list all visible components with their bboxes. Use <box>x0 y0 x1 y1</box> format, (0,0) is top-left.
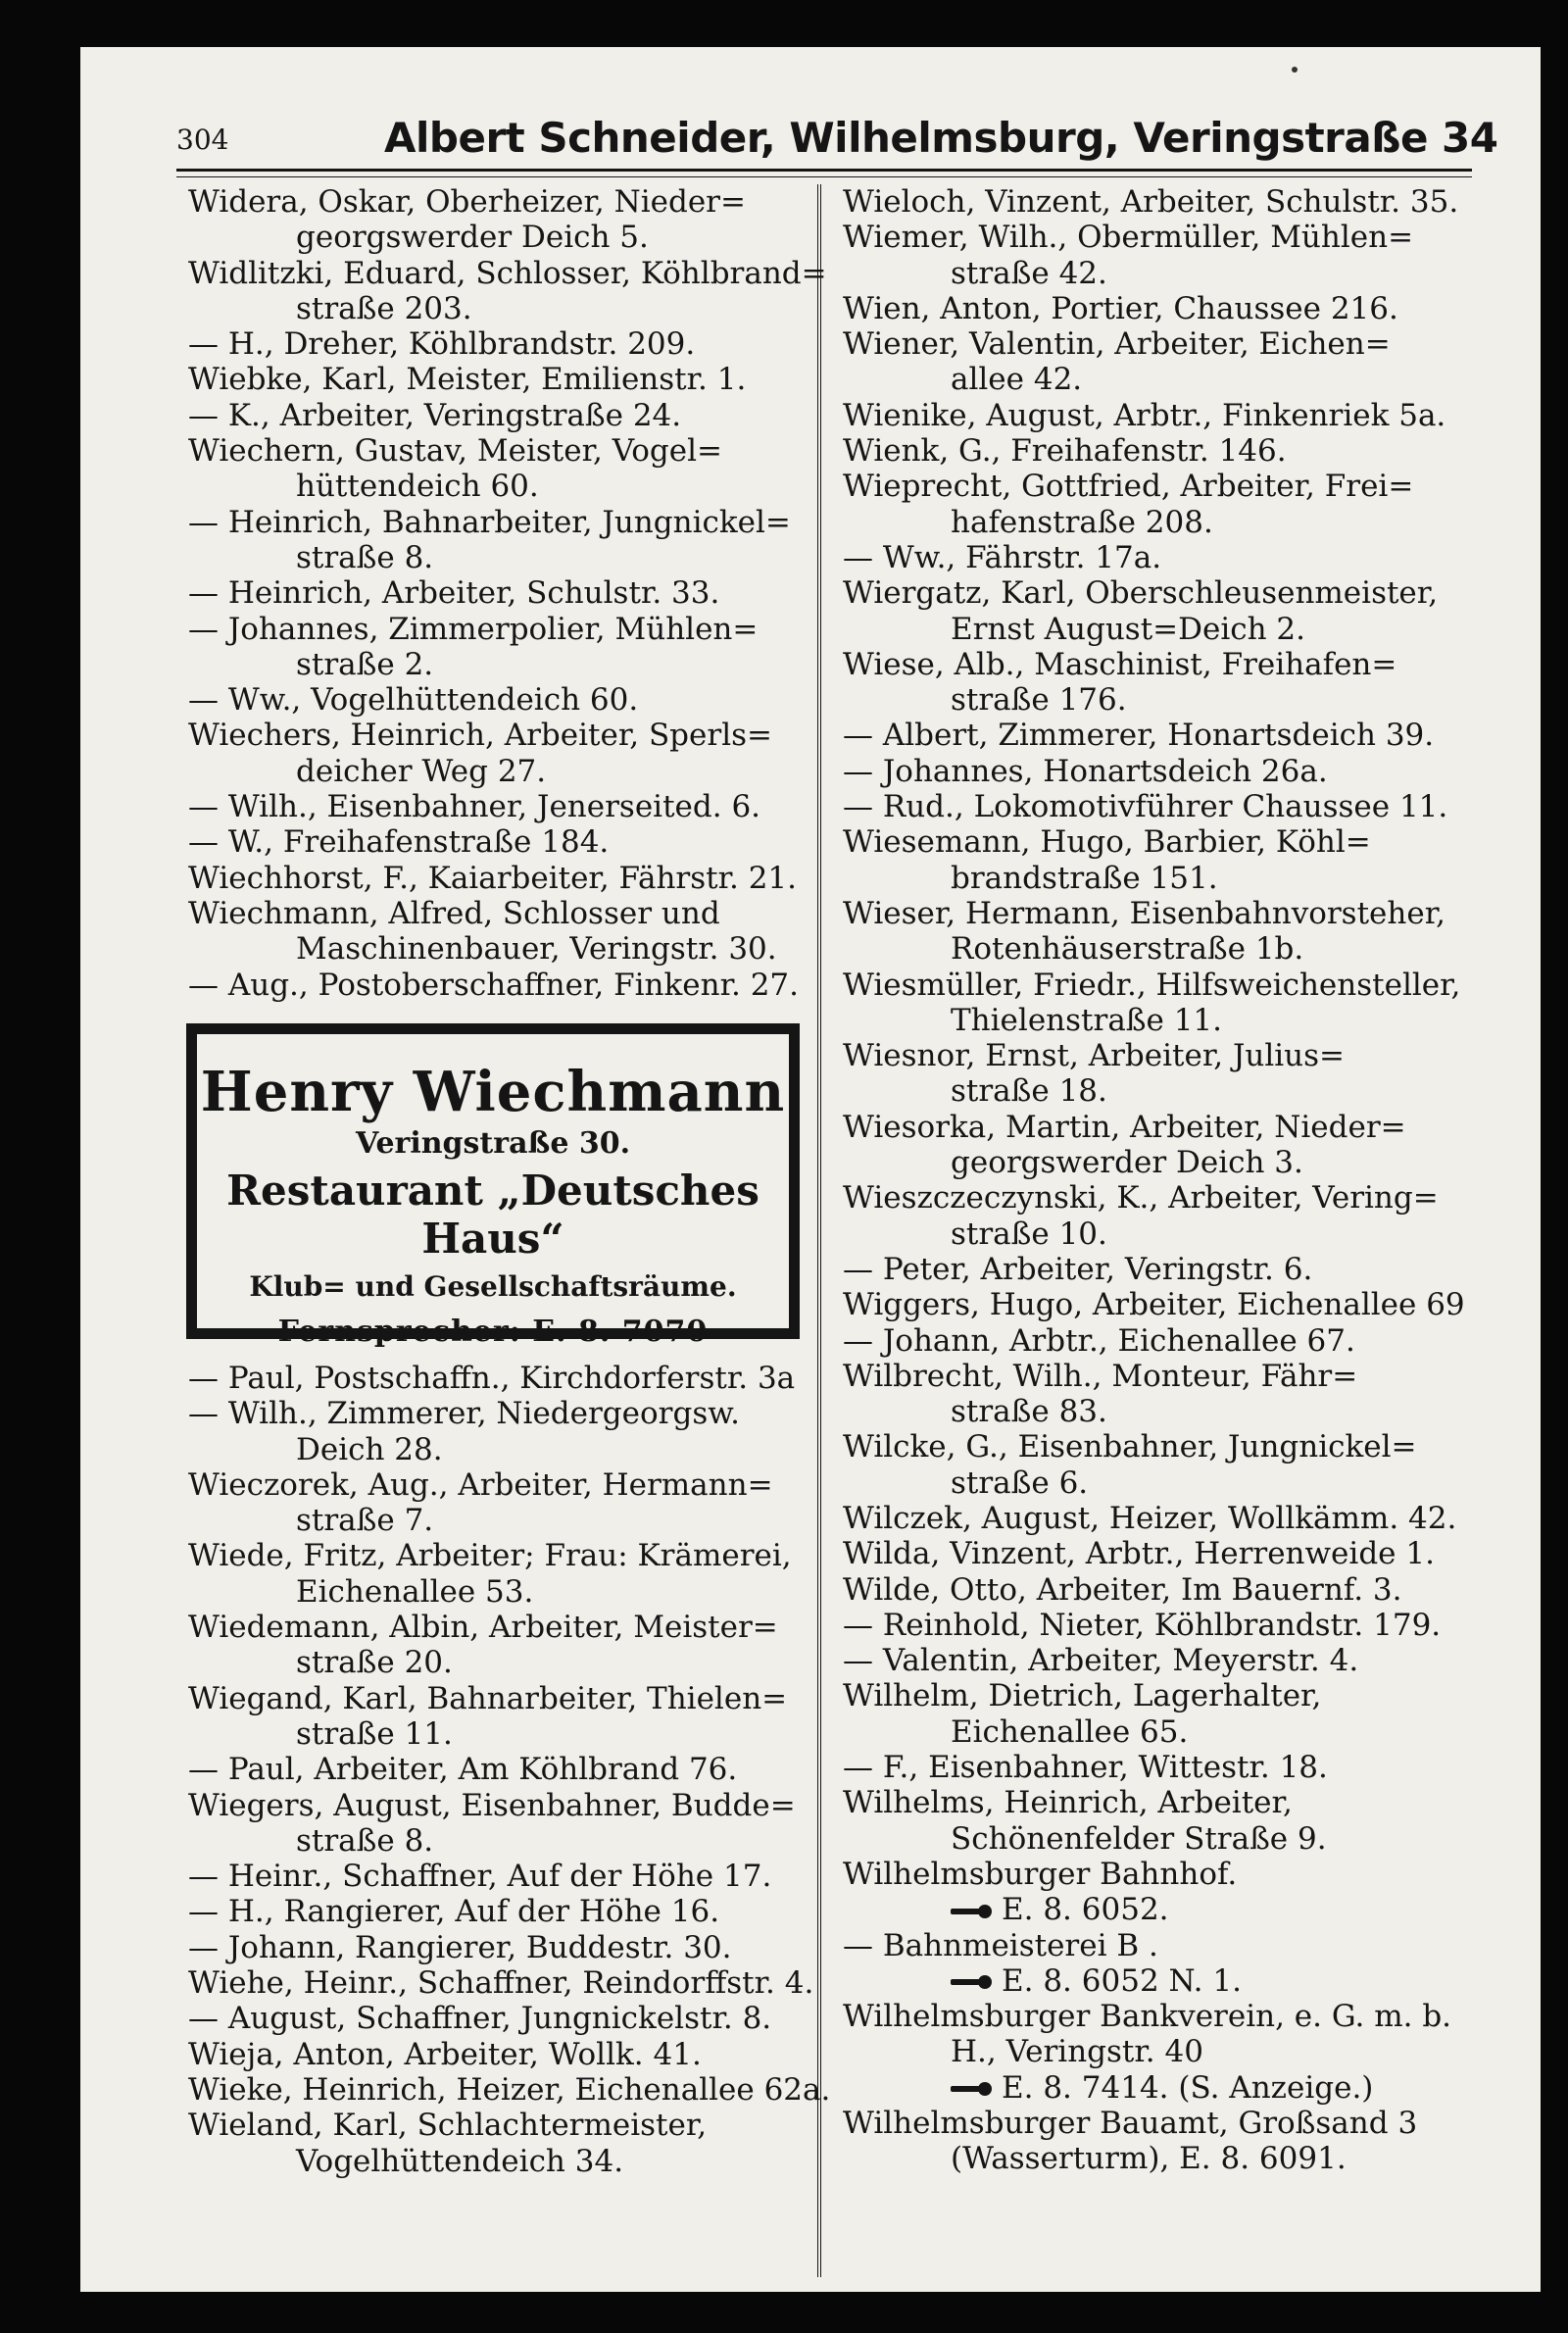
directory-entry-line <box>188 1610 806 1645</box>
entry-text: Maschinenbauer, Veringstr. 30. <box>296 931 777 968</box>
directory-entry-line <box>843 896 1509 931</box>
directory-entry-line <box>843 754 1509 789</box>
entry-text: Rotenhäuserstraße 1b. <box>951 931 1304 968</box>
directory-entry-line <box>188 931 806 967</box>
entry-text: Wilhelmsburger Bauamt, Großsand 3 <box>843 2106 1418 2142</box>
entry-text: straße 8. <box>296 539 434 575</box>
directory-entry-line <box>843 1643 1509 1678</box>
entry-text: Vogelhüttendeich 34. <box>296 2143 624 2179</box>
directory-entry-line <box>843 2034 1509 2069</box>
directory-entry-line <box>843 1857 1509 1892</box>
directory-entry-line <box>188 718 806 753</box>
directory-entry-line <box>188 505 806 540</box>
entry-text: Ernst August=Deich 2. <box>951 611 1306 647</box>
entry-text: georgswerder Deich 3. <box>951 1145 1303 1181</box>
directory-entry-line <box>843 1323 1509 1359</box>
entry-text: straße 10. <box>951 1216 1107 1252</box>
directory-entry-line <box>843 220 1509 255</box>
entry-text: hafenstraße 208. <box>951 504 1213 540</box>
entry-text: Wiese, Alb., Maschinist, Freihafen= <box>843 646 1397 682</box>
entry-text: — Rud., Lokomotivführer Chaussee 11. <box>843 789 1448 825</box>
directory-entry-line <box>843 469 1509 504</box>
directory-entry-line <box>843 1536 1509 1571</box>
entry-text: Wiede, Fritz, Arbeiter; Frau: Krämerei, <box>188 1538 792 1574</box>
directory-entry-line <box>843 1429 1509 1464</box>
directory-entry-line <box>188 469 806 504</box>
entry-text: — Albert, Zimmerer, Honartsdeich 39. <box>843 718 1435 754</box>
entry-text: Wilhelmsburger Bankverein, e. G. m. b. <box>843 1999 1452 2035</box>
directory-entry-line <box>843 1287 1509 1322</box>
entry-text: Wieja, Anton, Arbeiter, Wollk. 41. <box>188 2036 702 2072</box>
directory-entry-line <box>843 1678 1509 1713</box>
telephone-key-icon <box>951 1905 994 1918</box>
directory-entry-line <box>188 1752 806 1787</box>
entry-text: — Paul, Postschaffn., Kirchdorferstr. 3a <box>188 1361 796 1396</box>
directory-entry-line <box>188 861 806 896</box>
directory-entry-line <box>188 2071 831 2108</box>
directory-entry-line <box>843 789 1509 824</box>
directory-entry-line <box>188 2108 806 2143</box>
directory-entry-line <box>188 540 806 575</box>
column-divider <box>817 184 821 2277</box>
running-head: Albert Schneider, Wilhelmsburg, Veringstraße 34 <box>384 114 1498 162</box>
directory-entry-line <box>188 2001 806 2036</box>
header-rule-thin <box>176 176 1472 177</box>
entry-text: — Johannes, Honartsdeich 26a. <box>843 753 1328 789</box>
directory-entry-line <box>188 1467 806 1503</box>
entry-text: — August, Schaffner, Jungnickelstr. 8. <box>188 2001 772 2037</box>
directory-entry-line <box>843 1110 1509 1145</box>
entry-text: — Reinhold, Nieter, Köhlbrandstr. 179. <box>843 1607 1442 1643</box>
entry-text: — F., Eisenbahner, Wittestr. 18. <box>843 1750 1328 1786</box>
entry-text: straße 11. <box>296 1715 453 1752</box>
directory-entry-line <box>188 575 806 611</box>
entry-text: (Wasserturm), E. 8. 6091. <box>951 2141 1347 2177</box>
directory-entry-line <box>843 1928 1509 1963</box>
right-column <box>843 184 1509 2177</box>
entry-text: Wiesemann, Hugo, Barbier, Köhl= <box>843 824 1371 861</box>
entry-text: Wilczek, August, Heizer, Wollkämm. 42. <box>843 1500 1457 1536</box>
directory-entry-line <box>843 1785 1509 1820</box>
entry-text: Wiechmann, Alfred, Schlosser und <box>188 895 720 931</box>
entry-text: Thielenstraße 11. <box>951 1002 1223 1038</box>
entry-text: Wiechhorst, F., Kaiarbeiter, Fährstr. 21. <box>188 860 798 896</box>
directory-entry-line <box>843 1572 1509 1608</box>
entry-text: Widlitzki, Eduard, Schlosser, Köhlbrand= <box>188 255 827 291</box>
directory-entry-line <box>843 1073 1509 1109</box>
entry-text: straße 6. <box>951 1464 1089 1501</box>
directory-entry-line <box>188 362 806 397</box>
directory-entry-line <box>843 1216 1509 1252</box>
left-column-top <box>188 184 827 1003</box>
directory-entry-line <box>843 1999 1509 2034</box>
entry-text: Wiergatz, Karl, Oberschleusenmeister, <box>843 575 1439 612</box>
entry-text: Wiemer, Wilh., Obermüller, Mühlen= <box>843 220 1414 256</box>
directory-entry-line <box>843 1963 1509 1999</box>
directory-entry-line <box>188 1716 806 1752</box>
entry-text: Wiesnor, Ernst, Arbeiter, Julius= <box>843 1038 1346 1074</box>
directory-entry-line <box>188 2037 806 2072</box>
entry-text: Widera, Oskar, Oberheizer, Nieder= <box>188 184 746 220</box>
entry-text: allee 42. <box>951 362 1083 398</box>
directory-entry-line <box>843 861 1509 896</box>
entry-text: straße 18. <box>951 1073 1107 1110</box>
entry-text: Wiener, Valentin, Arbeiter, Eichen= <box>843 326 1391 363</box>
entry-text: — Ww., Vogelhüttendeich 60. <box>188 682 639 719</box>
entry-text: Wiesmüller, Friedr., Hilfsweichensteller, <box>843 967 1461 1003</box>
directory-entry-line <box>843 682 1509 718</box>
entry-text: Wilde, Otto, Arbeiter, Im Bauernf. 3. <box>843 1571 1402 1608</box>
directory-entry-line <box>843 1714 1509 1750</box>
directory-entry-line <box>843 1359 1509 1394</box>
directory-entry-line <box>843 326 1509 362</box>
directory-entry-line <box>843 1145 1509 1180</box>
entry-text: georgswerder Deich 5. <box>296 220 649 256</box>
entry-text: straße 20. <box>296 1645 453 1681</box>
entry-text: — Valentin, Arbeiter, Meyerstr. 4. <box>843 1643 1359 1679</box>
entry-text: — Heinrich, Bahnarbeiter, Jungnickel= <box>188 504 791 540</box>
directory-entry-line <box>843 612 1509 647</box>
entry-text: straße 2. <box>296 646 434 682</box>
directory-entry-line <box>188 1859 806 1894</box>
directory-entry-line <box>843 256 1509 291</box>
directory-entry-line <box>843 291 1509 326</box>
entry-text: deicher Weg 27. <box>296 753 547 789</box>
directory-entry-line <box>188 1503 806 1538</box>
entry-text: — Heinr., Schaffner, Auf der Höhe 17. <box>188 1859 772 1895</box>
directory-entry-line <box>188 1930 806 1965</box>
entry-text: straße 42. <box>951 255 1107 291</box>
advertisement-box <box>186 1023 800 1349</box>
telephone-key-icon <box>951 1975 994 1989</box>
entry-text: Wilcke, G., Eisenbahner, Jungnickel= <box>843 1429 1417 1465</box>
entry-text: Wienike, August, Arbtr., Finkenriek 5a. <box>843 397 1446 433</box>
entry-text: Wien, Anton, Portier, Chaussee 216. <box>843 290 1398 326</box>
directory-entry-line <box>843 824 1509 860</box>
entry-text: hüttendeich 60. <box>296 469 539 505</box>
directory-entry-line <box>188 220 806 255</box>
entry-text: — H., Dreher, Köhlbrandstr. 209. <box>188 326 696 363</box>
entry-text: straße 203. <box>296 290 472 326</box>
entry-text: — Johannes, Zimmerpolier, Mühlen= <box>188 611 759 647</box>
entry-text: — Wilh., Zimmerer, Niedergeorgsw. <box>188 1396 740 1432</box>
entry-text: Eichenallee 53. <box>296 1573 534 1610</box>
entry-text: Wiegand, Karl, Bahnarbeiter, Thielen= <box>188 1680 788 1716</box>
directory-entry-line <box>843 718 1509 753</box>
directory-entry-line <box>188 255 827 291</box>
entry-text: — H., Rangierer, Auf der Höhe 16. <box>188 1894 720 1930</box>
entry-text: — W., Freihafenstraße 184. <box>188 824 610 861</box>
directory-entry-line <box>188 291 806 326</box>
directory-entry-line <box>843 505 1509 540</box>
directory-entry-line <box>843 2141 1509 2176</box>
entry-text: — Johann, Rangierer, Buddestr. 30. <box>188 1929 732 1965</box>
ad-name: Henry Wiechmann <box>200 1060 786 1124</box>
entry-text: Wieprecht, Gottfried, Arbeiter, Frei= <box>843 469 1414 505</box>
ad-street: Veringstraße 30. <box>355 1126 631 1161</box>
entry-text: Wilhelm, Dietrich, Lagerhalter, <box>843 1678 1322 1714</box>
directory-entry-line <box>843 931 1509 967</box>
directory-entry-line <box>843 2106 1509 2141</box>
entry-text: — Bahnmeisterei B . <box>843 1927 1158 1963</box>
entry-text: Wieland, Karl, Schlachtermeister, <box>188 2108 708 2144</box>
directory-entry-line <box>843 1501 1509 1536</box>
entry-text: Wieczorek, Aug., Arbeiter, Hermann= <box>188 1466 773 1503</box>
entry-text: Wilbrecht, Wilh., Monteur, Fähr= <box>843 1358 1358 1394</box>
entry-text: E. 8. 6052. <box>1002 1892 1169 1928</box>
entry-text: straße 7. <box>296 1503 434 1539</box>
directory-entry-line <box>843 1394 1509 1429</box>
directory-entry-line <box>188 1645 806 1680</box>
print-speck <box>1292 67 1298 73</box>
directory-entry-line <box>843 1003 1509 1038</box>
page-number: 304 <box>176 124 229 156</box>
directory-entry-line <box>843 1180 1509 1216</box>
entry-text: — Paul, Arbeiter, Am Köhlbrand 76. <box>188 1752 738 1788</box>
directory-entry-line <box>843 2070 1509 2106</box>
entry-text: — Ww., Fährstr. 17a. <box>843 539 1162 575</box>
entry-text: — Aug., Postoberschaffner, Finkenr. 27. <box>188 967 799 1003</box>
ad-phone: — Fernsprecher: E. 8. 7070 — <box>236 1315 750 1349</box>
entry-text: Wiedemann, Albin, Arbeiter, Meister= <box>188 1610 778 1646</box>
directory-entry-line <box>843 1465 1509 1501</box>
entry-text: Wiggers, Hugo, Arbeiter, Eichenallee 69 <box>843 1287 1465 1323</box>
entry-text: Wieszczeczynski, K., Arbeiter, Vering= <box>843 1180 1439 1216</box>
ad-restaurant: Restaurant „Deutsches Haus“ <box>226 1166 760 1263</box>
entry-text: Wilda, Vinzent, Arbtr., Herrenweide 1. <box>843 1536 1435 1572</box>
entry-text: — Heinrich, Arbeiter, Schulstr. 33. <box>188 575 720 612</box>
page-header <box>80 114 1541 182</box>
entry-text: Wiesorka, Martin, Arbeiter, Nieder= <box>843 1109 1406 1145</box>
directory-entry-line <box>188 789 806 824</box>
directory-entry-line <box>188 1396 806 1431</box>
directory-entry-line <box>843 1892 1509 1927</box>
directory-entry-line <box>188 1894 806 1929</box>
entry-text: Wiehe, Heinr., Schaffner, Reindorffstr. 4. <box>188 1965 814 2002</box>
directory-entry-line <box>843 1252 1509 1287</box>
directory-entry-line <box>188 1823 806 1859</box>
directory-entry-line <box>188 433 806 469</box>
directory-page <box>80 47 1541 2292</box>
directory-entry-line <box>188 1965 814 2002</box>
entry-text: Wieke, Heinrich, Heizer, Eichenallee 62a. <box>188 2071 831 2108</box>
directory-entry-line <box>188 184 806 220</box>
entry-text: Wiechers, Heinrich, Arbeiter, Sperls= <box>188 718 772 754</box>
entry-text: Wieser, Hermann, Eisenbahnvorsteher, <box>843 895 1446 931</box>
entry-text: — K., Arbeiter, Veringstraße 24. <box>188 397 682 433</box>
directory-entry-line <box>188 1361 806 1396</box>
directory-entry-line <box>188 398 806 433</box>
directory-entry-line <box>843 1750 1509 1785</box>
entry-text: — Wilh., Eisenbahner, Jenerseited. 6. <box>188 789 761 825</box>
directory-entry-line <box>843 184 1509 220</box>
entry-text: E. 8. 7414. (S. Anzeige.) <box>1002 2069 1374 2106</box>
directory-entry-line <box>843 575 1509 611</box>
entry-text: straße 8. <box>296 1822 434 1859</box>
directory-entry-line <box>843 540 1509 575</box>
entry-text: Deich 28. <box>296 1431 443 1467</box>
telephone-key-icon <box>951 2082 994 2096</box>
entry-text: Wiegers, August, Eisenbahner, Budde= <box>188 1787 796 1823</box>
entry-text: Wilhelmsburger Bahnhof. <box>843 1856 1238 1892</box>
directory-entry-line <box>843 433 1509 469</box>
entry-text: — Johann, Arbtr., Eichenallee 67. <box>843 1322 1355 1359</box>
ad-rooms: Klub= und Gesellschaftsräume. <box>249 1270 737 1303</box>
directory-entry-line <box>188 1432 806 1467</box>
directory-entry-line <box>843 1608 1509 1643</box>
left-column-bottom <box>188 1361 831 2179</box>
entry-text: Eichenallee 65. <box>951 1713 1189 1750</box>
entry-text: — Peter, Arbeiter, Veringstr. 6. <box>843 1251 1313 1287</box>
directory-entry-line <box>188 1681 806 1716</box>
entry-text: H., Veringstr. 40 <box>951 2034 1203 2070</box>
entry-text: Wieloch, Vinzent, Arbeiter, Schulstr. 35. <box>843 184 1459 220</box>
directory-entry-line <box>188 682 806 718</box>
header-rule-thick <box>176 169 1472 172</box>
directory-entry-line <box>843 968 1509 1003</box>
entry-text: E. 8. 6052 N. 1. <box>1002 1962 1242 1999</box>
directory-entry-line <box>843 362 1509 397</box>
entry-text: straße 83. <box>951 1394 1107 1430</box>
entry-text: Wiechern, Gustav, Meister, Vogel= <box>188 433 722 470</box>
entry-text: Schönenfelder Straße 9. <box>951 1820 1327 1857</box>
directory-entry-line <box>843 647 1509 682</box>
directory-entry-line <box>188 896 806 931</box>
directory-entry-line <box>188 647 806 682</box>
directory-entry-line <box>188 326 806 362</box>
directory-entry-line <box>188 2144 806 2179</box>
directory-entry-line <box>188 612 806 647</box>
entry-text: Wienk, G., Freihafenstr. 146. <box>843 433 1287 470</box>
directory-entry-line <box>843 1038 1509 1073</box>
directory-entry-line <box>188 824 806 860</box>
entry-text: Wiebke, Karl, Meister, Emilienstr. 1. <box>188 362 747 398</box>
entry-text: Wilhelms, Heinrich, Arbeiter, <box>843 1785 1293 1821</box>
directory-entry-line <box>188 1574 806 1610</box>
directory-entry-line <box>188 968 806 1003</box>
directory-entry-line <box>843 1821 1509 1857</box>
directory-entry-line <box>188 1538 806 1573</box>
directory-entry-line <box>188 754 806 789</box>
entry-text: straße 176. <box>951 682 1127 719</box>
directory-entry-line <box>843 398 1509 433</box>
entry-text: brandstraße 151. <box>951 860 1218 896</box>
directory-entry-line <box>188 1788 806 1823</box>
